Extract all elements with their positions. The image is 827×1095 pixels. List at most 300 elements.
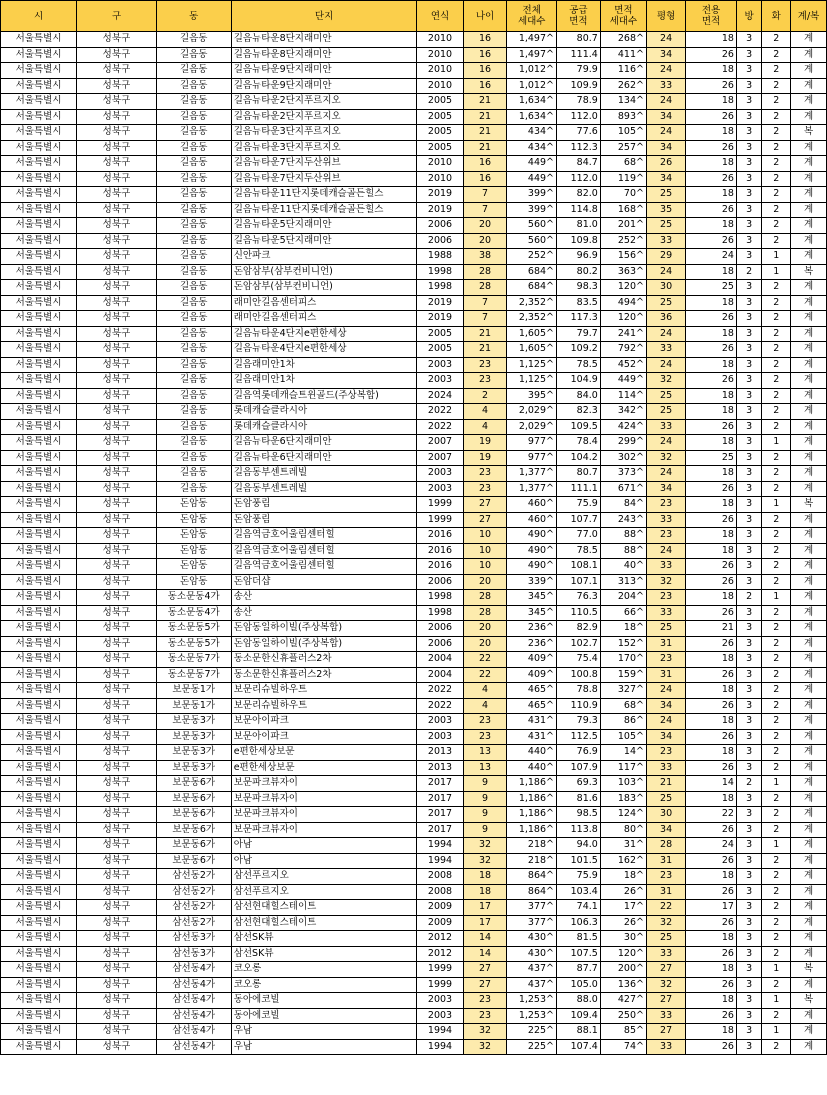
table-row bbox=[1, 187, 827, 203]
cell-area-units: 363^ bbox=[600, 264, 646, 280]
cell-exclusive-area: 26 bbox=[686, 667, 737, 683]
cell-age: 9 bbox=[463, 822, 507, 838]
cell-district: 성북구 bbox=[77, 218, 157, 234]
cell-age: 32 bbox=[463, 1039, 507, 1055]
cell-pyeong: 34 bbox=[646, 822, 685, 838]
cell-rooms: 3 bbox=[736, 187, 761, 203]
cell-year: 2019 bbox=[417, 311, 463, 327]
cell-rooms: 3 bbox=[736, 435, 761, 451]
table-row bbox=[1, 125, 827, 141]
cell-complex: 삼선현대힐스테이트 bbox=[231, 915, 417, 931]
cell-total-units: 465^ bbox=[507, 683, 557, 699]
cell-area-units: 327^ bbox=[600, 683, 646, 699]
cell-total-units: 560^ bbox=[507, 233, 557, 249]
cell-city: 서울특별시 bbox=[1, 915, 77, 931]
cell-district: 성북구 bbox=[77, 869, 157, 885]
cell-baths: 2 bbox=[762, 1008, 791, 1024]
cell-rooms: 3 bbox=[736, 729, 761, 745]
cell-area-units: 31^ bbox=[600, 838, 646, 854]
cell-age: 17 bbox=[463, 915, 507, 931]
cell-area-units: 105^ bbox=[600, 125, 646, 141]
table-row bbox=[1, 993, 827, 1009]
cell-city: 서울특별시 bbox=[1, 357, 77, 373]
cell-year: 2003 bbox=[417, 729, 463, 745]
cell-complex: 돈암풍림 bbox=[231, 512, 417, 528]
table-row bbox=[1, 745, 827, 761]
cell-area-units: 18^ bbox=[600, 869, 646, 885]
cell-baths: 2 bbox=[762, 280, 791, 296]
cell-pyeong: 33 bbox=[646, 946, 685, 962]
cell-complex: 길음뉴타운8단지래미안 bbox=[231, 47, 417, 63]
table-row bbox=[1, 791, 827, 807]
cell-stair-type: 계 bbox=[791, 698, 827, 714]
cell-age: 20 bbox=[463, 621, 507, 637]
cell-district: 성북구 bbox=[77, 466, 157, 482]
cell-pyeong: 33 bbox=[646, 419, 685, 435]
cell-age: 20 bbox=[463, 636, 507, 652]
cell-pyeong: 21 bbox=[646, 776, 685, 792]
cell-baths: 1 bbox=[762, 497, 791, 513]
cell-stair-type: 계 bbox=[791, 109, 827, 125]
cell-complex: 아남 bbox=[231, 838, 417, 854]
cell-age: 19 bbox=[463, 450, 507, 466]
cell-area-units: 74^ bbox=[600, 1039, 646, 1055]
cell-district: 성북구 bbox=[77, 280, 157, 296]
cell-supply-area: 79.3 bbox=[557, 714, 601, 730]
cell-complex: 동소문한신휴플러스2차 bbox=[231, 667, 417, 683]
cell-city: 서울특별시 bbox=[1, 481, 77, 497]
cell-rooms: 3 bbox=[736, 915, 761, 931]
cell-dong: 길음동 bbox=[156, 32, 231, 48]
cell-exclusive-area: 26 bbox=[686, 559, 737, 575]
cell-age: 21 bbox=[463, 94, 507, 110]
cell-exclusive-area: 14 bbox=[686, 776, 737, 792]
cell-exclusive-area: 26 bbox=[686, 977, 737, 993]
cell-supply-area: 87.7 bbox=[557, 962, 601, 978]
cell-area-units: 124^ bbox=[600, 807, 646, 823]
cell-baths: 2 bbox=[762, 853, 791, 869]
cell-area-units: 120^ bbox=[600, 280, 646, 296]
cell-age: 23 bbox=[463, 993, 507, 1009]
table-row bbox=[1, 388, 827, 404]
cell-year: 2010 bbox=[417, 32, 463, 48]
cell-year: 2003 bbox=[417, 714, 463, 730]
cell-complex: 길음뉴타운11단지롯데캐슬골든힐스 bbox=[231, 187, 417, 203]
cell-city: 서울특별시 bbox=[1, 931, 77, 947]
cell-year: 2005 bbox=[417, 94, 463, 110]
cell-age: 4 bbox=[463, 404, 507, 420]
cell-age: 21 bbox=[463, 342, 507, 358]
cell-stair-type: 복 bbox=[791, 497, 827, 513]
cell-exclusive-area: 24 bbox=[686, 838, 737, 854]
cell-year: 2010 bbox=[417, 171, 463, 187]
table-row bbox=[1, 1024, 827, 1040]
cell-exclusive-area: 25 bbox=[686, 280, 737, 296]
cell-total-units: 437^ bbox=[507, 977, 557, 993]
cell-age: 32 bbox=[463, 853, 507, 869]
cell-age: 19 bbox=[463, 435, 507, 451]
table-row bbox=[1, 63, 827, 79]
cell-stair-type: 계 bbox=[791, 652, 827, 668]
cell-supply-area: 79.7 bbox=[557, 326, 601, 342]
cell-district: 성북구 bbox=[77, 962, 157, 978]
cell-stair-type: 복 bbox=[791, 962, 827, 978]
cell-city: 서울특별시 bbox=[1, 791, 77, 807]
cell-rooms: 3 bbox=[736, 295, 761, 311]
header-row bbox=[1, 1, 827, 32]
cell-total-units: 560^ bbox=[507, 218, 557, 234]
cell-total-units: 490^ bbox=[507, 528, 557, 544]
cell-area-units: 68^ bbox=[600, 156, 646, 172]
cell-district: 성북구 bbox=[77, 202, 157, 218]
cell-supply-area: 100.8 bbox=[557, 667, 601, 683]
cell-rooms: 3 bbox=[736, 853, 761, 869]
cell-area-units: 494^ bbox=[600, 295, 646, 311]
cell-age: 20 bbox=[463, 233, 507, 249]
cell-rooms: 3 bbox=[736, 109, 761, 125]
cell-complex: 롯데캐슬클라시아 bbox=[231, 419, 417, 435]
column-header-supply-area: 공급 면적 bbox=[557, 1, 601, 32]
cell-complex: 길음뉴타운5단지래미안 bbox=[231, 233, 417, 249]
cell-supply-area: 76.9 bbox=[557, 745, 601, 761]
cell-complex: 돈암삼부(삼부컨비니언) bbox=[231, 264, 417, 280]
cell-area-units: 116^ bbox=[600, 63, 646, 79]
cell-rooms: 3 bbox=[736, 683, 761, 699]
cell-rooms: 3 bbox=[736, 94, 761, 110]
cell-city: 서울특별시 bbox=[1, 140, 77, 156]
cell-area-units: 134^ bbox=[600, 94, 646, 110]
cell-city: 서울특별시 bbox=[1, 962, 77, 978]
table-row bbox=[1, 760, 827, 776]
cell-year: 1999 bbox=[417, 497, 463, 513]
cell-baths: 2 bbox=[762, 791, 791, 807]
cell-dong: 길음동 bbox=[156, 295, 231, 311]
cell-city: 서울특별시 bbox=[1, 404, 77, 420]
column-header-rooms: 방 bbox=[736, 1, 761, 32]
cell-dong: 보문동3가 bbox=[156, 760, 231, 776]
table-row bbox=[1, 218, 827, 234]
cell-rooms: 3 bbox=[736, 636, 761, 652]
cell-age: 28 bbox=[463, 280, 507, 296]
cell-complex: 삼선푸르지오 bbox=[231, 869, 417, 885]
cell-supply-area: 109.8 bbox=[557, 233, 601, 249]
cell-stair-type: 계 bbox=[791, 543, 827, 559]
cell-age: 13 bbox=[463, 745, 507, 761]
cell-supply-area: 98.3 bbox=[557, 280, 601, 296]
cell-rooms: 3 bbox=[736, 47, 761, 63]
cell-district: 성북구 bbox=[77, 109, 157, 125]
cell-city: 서울특별시 bbox=[1, 435, 77, 451]
cell-rooms: 3 bbox=[736, 931, 761, 947]
cell-complex: 삼선푸르지오 bbox=[231, 884, 417, 900]
cell-pyeong: 27 bbox=[646, 993, 685, 1009]
cell-area-units: 299^ bbox=[600, 435, 646, 451]
cell-stair-type: 복 bbox=[791, 125, 827, 141]
column-header-year: 연식 bbox=[417, 1, 463, 32]
cell-complex: 길음뉴타운7단지두산위브 bbox=[231, 156, 417, 172]
cell-stair-type: 계 bbox=[791, 32, 827, 48]
cell-area-units: 268^ bbox=[600, 32, 646, 48]
cell-area-units: 30^ bbox=[600, 931, 646, 947]
cell-complex: 보문리슈빌하우트 bbox=[231, 683, 417, 699]
cell-area-units: 241^ bbox=[600, 326, 646, 342]
cell-age: 4 bbox=[463, 419, 507, 435]
cell-area-units: 88^ bbox=[600, 543, 646, 559]
cell-dong: 보문동6가 bbox=[156, 822, 231, 838]
cell-complex: 보문아이파크 bbox=[231, 714, 417, 730]
cell-pyeong: 32 bbox=[646, 373, 685, 389]
cell-supply-area: 83.5 bbox=[557, 295, 601, 311]
cell-city: 서울특별시 bbox=[1, 264, 77, 280]
cell-pyeong: 33 bbox=[646, 342, 685, 358]
table-row bbox=[1, 419, 827, 435]
cell-total-units: 465^ bbox=[507, 698, 557, 714]
cell-dong: 돈암동 bbox=[156, 543, 231, 559]
cell-year: 1998 bbox=[417, 264, 463, 280]
cell-rooms: 3 bbox=[736, 357, 761, 373]
cell-pyeong: 34 bbox=[646, 47, 685, 63]
cell-age: 28 bbox=[463, 590, 507, 606]
cell-baths: 2 bbox=[762, 109, 791, 125]
cell-complex: 신안파크 bbox=[231, 249, 417, 265]
cell-dong: 동소문동7가 bbox=[156, 667, 231, 683]
cell-total-units: 434^ bbox=[507, 125, 557, 141]
cell-pyeong: 24 bbox=[646, 683, 685, 699]
table-row bbox=[1, 683, 827, 699]
cell-area-units: 452^ bbox=[600, 357, 646, 373]
cell-area-units: 168^ bbox=[600, 202, 646, 218]
cell-city: 서울특별시 bbox=[1, 218, 77, 234]
cell-city: 서울특별시 bbox=[1, 342, 77, 358]
cell-rooms: 3 bbox=[736, 543, 761, 559]
cell-year: 2024 bbox=[417, 388, 463, 404]
cell-supply-area: 84.7 bbox=[557, 156, 601, 172]
cell-stair-type: 계 bbox=[791, 574, 827, 590]
cell-complex: 길음뉴타운3단지푸르지오 bbox=[231, 140, 417, 156]
cell-dong: 길음동 bbox=[156, 342, 231, 358]
cell-year: 2022 bbox=[417, 698, 463, 714]
cell-supply-area: 78.9 bbox=[557, 94, 601, 110]
column-header-total-units: 전체 세대수 bbox=[507, 1, 557, 32]
cell-stair-type: 계 bbox=[791, 760, 827, 776]
cell-pyeong: 26 bbox=[646, 156, 685, 172]
cell-supply-area: 109.5 bbox=[557, 419, 601, 435]
cell-year: 2009 bbox=[417, 915, 463, 931]
cell-dong: 삼선동4가 bbox=[156, 1024, 231, 1040]
cell-area-units: 136^ bbox=[600, 977, 646, 993]
cell-baths: 2 bbox=[762, 884, 791, 900]
cell-exclusive-area: 18 bbox=[686, 388, 737, 404]
cell-district: 성북구 bbox=[77, 900, 157, 916]
cell-total-units: 431^ bbox=[507, 729, 557, 745]
cell-total-units: 225^ bbox=[507, 1024, 557, 1040]
cell-year: 2006 bbox=[417, 233, 463, 249]
cell-dong: 동소문동7가 bbox=[156, 652, 231, 668]
cell-area-units: 26^ bbox=[600, 915, 646, 931]
cell-dong: 길음동 bbox=[156, 125, 231, 141]
cell-city: 서울특별시 bbox=[1, 559, 77, 575]
cell-exclusive-area: 18 bbox=[686, 745, 737, 761]
cell-age: 20 bbox=[463, 574, 507, 590]
cell-district: 성북구 bbox=[77, 915, 157, 931]
cell-dong: 삼선동4가 bbox=[156, 1008, 231, 1024]
cell-age: 10 bbox=[463, 559, 507, 575]
cell-pyeong: 24 bbox=[646, 714, 685, 730]
cell-baths: 2 bbox=[762, 466, 791, 482]
cell-complex: e편한세상보문 bbox=[231, 760, 417, 776]
cell-district: 성북구 bbox=[77, 683, 157, 699]
cell-complex: 길음동부센트레빌 bbox=[231, 466, 417, 482]
cell-baths: 1 bbox=[762, 249, 791, 265]
table-row bbox=[1, 326, 827, 342]
cell-supply-area: 78.4 bbox=[557, 435, 601, 451]
cell-age: 7 bbox=[463, 202, 507, 218]
cell-city: 서울특별시 bbox=[1, 636, 77, 652]
cell-area-units: 84^ bbox=[600, 497, 646, 513]
cell-stair-type: 계 bbox=[791, 187, 827, 203]
cell-stair-type: 계 bbox=[791, 47, 827, 63]
cell-total-units: 977^ bbox=[507, 450, 557, 466]
cell-dong: 길음동 bbox=[156, 140, 231, 156]
table-row bbox=[1, 404, 827, 420]
cell-area-units: 105^ bbox=[600, 729, 646, 745]
cell-age: 21 bbox=[463, 125, 507, 141]
cell-year: 2010 bbox=[417, 156, 463, 172]
cell-supply-area: 75.9 bbox=[557, 497, 601, 513]
cell-supply-area: 88.1 bbox=[557, 1024, 601, 1040]
cell-area-units: 68^ bbox=[600, 698, 646, 714]
cell-baths: 2 bbox=[762, 373, 791, 389]
cell-rooms: 3 bbox=[736, 791, 761, 807]
cell-area-units: 342^ bbox=[600, 404, 646, 420]
cell-age: 9 bbox=[463, 776, 507, 792]
cell-year: 2003 bbox=[417, 481, 463, 497]
cell-pyeong: 25 bbox=[646, 187, 685, 203]
cell-stair-type: 계 bbox=[791, 900, 827, 916]
cell-city: 서울특별시 bbox=[1, 776, 77, 792]
table-row bbox=[1, 32, 827, 48]
cell-supply-area: 82.3 bbox=[557, 404, 601, 420]
cell-baths: 2 bbox=[762, 652, 791, 668]
cell-exclusive-area: 18 bbox=[686, 264, 737, 280]
cell-rooms: 3 bbox=[736, 280, 761, 296]
cell-dong: 보문동6가 bbox=[156, 791, 231, 807]
cell-district: 성북구 bbox=[77, 1024, 157, 1040]
column-header-complex: 단지 bbox=[231, 1, 417, 32]
cell-supply-area: 80.2 bbox=[557, 264, 601, 280]
cell-year: 1994 bbox=[417, 838, 463, 854]
cell-district: 성북구 bbox=[77, 512, 157, 528]
cell-exclusive-area: 26 bbox=[686, 311, 737, 327]
cell-city: 서울특별시 bbox=[1, 977, 77, 993]
cell-supply-area: 107.7 bbox=[557, 512, 601, 528]
cell-pyeong: 31 bbox=[646, 884, 685, 900]
cell-age: 20 bbox=[463, 218, 507, 234]
cell-exclusive-area: 18 bbox=[686, 869, 737, 885]
cell-age: 23 bbox=[463, 481, 507, 497]
cell-total-units: 440^ bbox=[507, 745, 557, 761]
cell-area-units: 424^ bbox=[600, 419, 646, 435]
cell-year: 2003 bbox=[417, 466, 463, 482]
cell-supply-area: 111.4 bbox=[557, 47, 601, 63]
cell-district: 성북구 bbox=[77, 559, 157, 575]
cell-age: 16 bbox=[463, 63, 507, 79]
cell-supply-area: 107.9 bbox=[557, 760, 601, 776]
cell-stair-type: 계 bbox=[791, 94, 827, 110]
cell-baths: 2 bbox=[762, 94, 791, 110]
cell-rooms: 3 bbox=[736, 1039, 761, 1055]
cell-complex: 길음뉴타운9단지래미안 bbox=[231, 63, 417, 79]
cell-year: 2022 bbox=[417, 419, 463, 435]
cell-total-units: 345^ bbox=[507, 605, 557, 621]
table-row bbox=[1, 838, 827, 854]
cell-pyeong: 24 bbox=[646, 125, 685, 141]
cell-city: 서울특별시 bbox=[1, 528, 77, 544]
cell-city: 서울특별시 bbox=[1, 78, 77, 94]
cell-pyeong: 32 bbox=[646, 450, 685, 466]
cell-pyeong: 25 bbox=[646, 791, 685, 807]
table-row bbox=[1, 264, 827, 280]
cell-year: 1988 bbox=[417, 249, 463, 265]
cell-baths: 2 bbox=[762, 342, 791, 358]
cell-exclusive-area: 18 bbox=[686, 295, 737, 311]
cell-year: 2010 bbox=[417, 63, 463, 79]
cell-pyeong: 34 bbox=[646, 729, 685, 745]
cell-age: 23 bbox=[463, 1008, 507, 1024]
cell-dong: 삼선동4가 bbox=[156, 1039, 231, 1055]
cell-pyeong: 35 bbox=[646, 202, 685, 218]
cell-baths: 2 bbox=[762, 869, 791, 885]
cell-complex: 길음래미안1차 bbox=[231, 357, 417, 373]
cell-year: 1994 bbox=[417, 853, 463, 869]
cell-dong: 길음동 bbox=[156, 264, 231, 280]
cell-exclusive-area: 26 bbox=[686, 853, 737, 869]
cell-pyeong: 33 bbox=[646, 1039, 685, 1055]
cell-year: 1999 bbox=[417, 977, 463, 993]
cell-baths: 2 bbox=[762, 404, 791, 420]
cell-exclusive-area: 26 bbox=[686, 1008, 737, 1024]
cell-dong: 길음동 bbox=[156, 311, 231, 327]
cell-year: 2010 bbox=[417, 78, 463, 94]
cell-district: 성북구 bbox=[77, 388, 157, 404]
cell-district: 성북구 bbox=[77, 528, 157, 544]
cell-stair-type: 계 bbox=[791, 915, 827, 931]
cell-city: 서울특별시 bbox=[1, 652, 77, 668]
cell-area-units: 200^ bbox=[600, 962, 646, 978]
cell-total-units: 449^ bbox=[507, 171, 557, 187]
cell-city: 서울특별시 bbox=[1, 373, 77, 389]
cell-baths: 2 bbox=[762, 528, 791, 544]
cell-year: 2005 bbox=[417, 342, 463, 358]
cell-baths: 2 bbox=[762, 559, 791, 575]
cell-district: 성북구 bbox=[77, 311, 157, 327]
table-row bbox=[1, 884, 827, 900]
cell-year: 2010 bbox=[417, 47, 463, 63]
table-row bbox=[1, 466, 827, 482]
cell-dong: 보문동3가 bbox=[156, 729, 231, 745]
cell-year: 2017 bbox=[417, 776, 463, 792]
cell-stair-type: 계 bbox=[791, 512, 827, 528]
cell-year: 1998 bbox=[417, 280, 463, 296]
cell-exclusive-area: 26 bbox=[686, 202, 737, 218]
cell-total-units: 218^ bbox=[507, 853, 557, 869]
cell-city: 서울특별시 bbox=[1, 466, 77, 482]
cell-exclusive-area: 26 bbox=[686, 47, 737, 63]
cell-stair-type: 계 bbox=[791, 63, 827, 79]
cell-baths: 2 bbox=[762, 621, 791, 637]
cell-year: 2013 bbox=[417, 745, 463, 761]
cell-year: 2017 bbox=[417, 807, 463, 823]
